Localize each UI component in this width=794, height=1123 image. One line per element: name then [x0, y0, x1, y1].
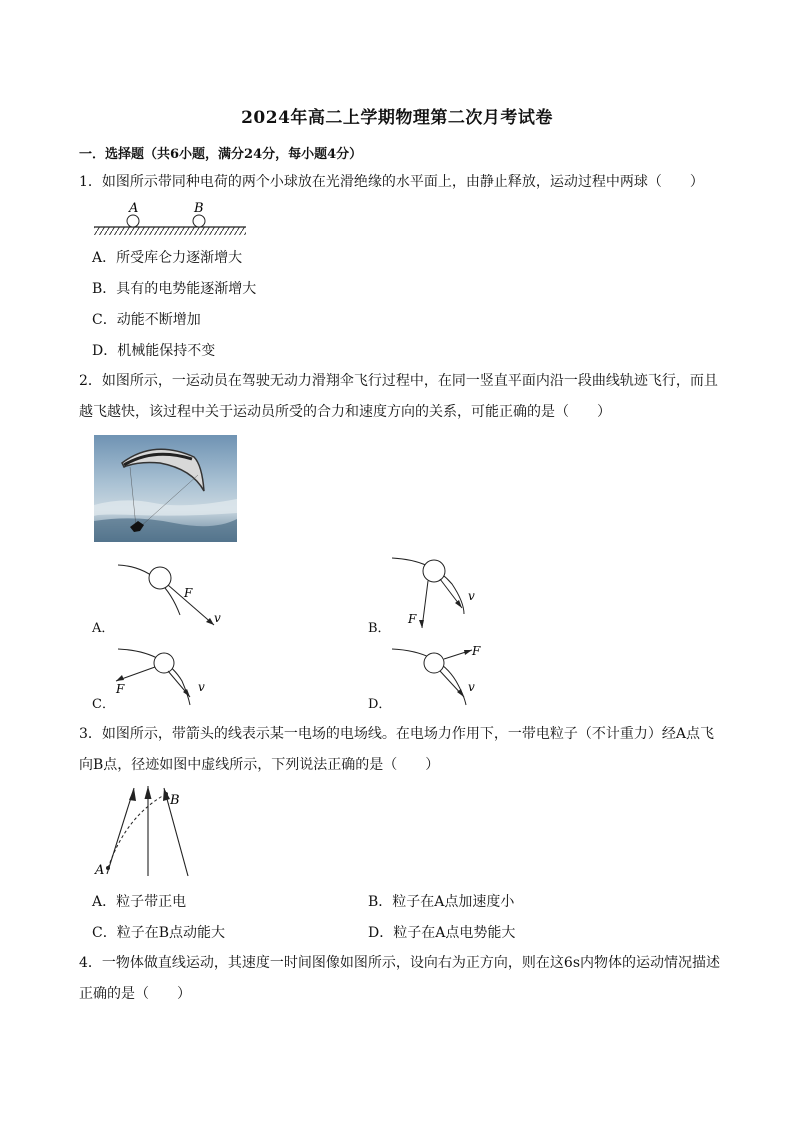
arrowhead	[419, 620, 424, 628]
arrowhead	[129, 788, 136, 801]
page-title: 2024年高二上学期物理第二次月考试卷	[241, 108, 553, 128]
trajectory-curve	[118, 565, 180, 615]
particle-ball	[424, 653, 444, 673]
force-label: F	[472, 644, 481, 658]
question-stem-line1: 如图所示，带箭头的线表示某一电场的电场线。在电场力作用下，一带电粒子（不计重力）经A点飞	[101, 726, 715, 742]
particle-ball	[154, 653, 174, 673]
q1-option-b[interactable]: B．具有的电势能逐渐增大	[92, 281, 257, 297]
q2-option-a-label[interactable]: A．	[92, 621, 115, 636]
q3-option-d[interactable]: D．粒子在A点电势能大	[368, 925, 516, 941]
question-stem-line1: 一物体做直线运动，其速度一时间图像如图所示，设向右为正方向，则在这6s内物体的运动情况描述	[101, 955, 721, 971]
arrowhead	[145, 786, 152, 799]
q3-option-b[interactable]: B．粒子在A点加速度小	[368, 894, 515, 910]
q3-option-c[interactable]: C．粒子在B点动能大	[92, 925, 225, 941]
force-label: F	[408, 612, 417, 626]
arrowhead	[116, 675, 124, 681]
particle-ball	[423, 560, 445, 582]
question-1	[79, 167, 719, 198]
q2-figure-b[interactable]	[386, 550, 516, 632]
q1-option-a[interactable]: A．所受库仑力逐渐增大	[92, 250, 243, 266]
question-stem-line2: 向B点，径迹如图中虚线所示，下列说法正确的是（ ）	[79, 757, 440, 773]
q2-figure-a[interactable]	[110, 555, 240, 633]
label-b: B	[170, 793, 180, 808]
velocity-label: v	[198, 680, 205, 694]
ball-a	[127, 215, 139, 227]
label-a: A	[129, 201, 139, 216]
force-label: F	[184, 586, 193, 600]
velocity-label: v	[468, 680, 475, 694]
arrowhead	[464, 650, 472, 655]
q2-option-b-label[interactable]: B．	[368, 621, 391, 636]
trajectory-curve	[118, 649, 190, 705]
velocity-label: v	[214, 611, 221, 625]
question-number: 2．	[79, 373, 102, 389]
question-number: 4．	[79, 955, 102, 971]
q2-option-c-label[interactable]: C．	[92, 697, 115, 712]
q3-field-diagram	[90, 780, 200, 880]
question-4	[79, 948, 719, 1010]
q3-option-a[interactable]: A．粒子带正电	[92, 894, 187, 910]
velocity-label: v	[468, 589, 475, 603]
particle-path	[108, 794, 166, 868]
label-b: B	[194, 201, 204, 216]
label-a: A	[95, 863, 105, 878]
question-number: 1．	[79, 174, 102, 190]
ground-hatch	[94, 227, 246, 235]
q2-option-d-label[interactable]: D．	[368, 697, 392, 712]
question-stem-line1: 如图所示，一运动员在驾驶无动力滑翔伞飞行过程中，在同一竖直平面内沿一段曲线轨迹飞行，而且	[101, 373, 718, 389]
question-stem: 如图所示带同种电荷的两个小球放在光滑绝缘的水平面上，由静止释放，运动过程中两球（ ）	[101, 174, 704, 190]
paraglider-photo	[94, 435, 237, 542]
particle-ball	[149, 567, 171, 589]
ball-b	[193, 215, 205, 227]
force-label: F	[116, 682, 125, 696]
section-heading: 一．选择题（共6小题，满分24分，每小题4分）	[79, 147, 363, 162]
q1-figure	[92, 199, 252, 239]
q2-figure-d[interactable]	[386, 641, 516, 709]
question-3	[79, 719, 719, 781]
q2-figure-c[interactable]	[110, 641, 240, 709]
question-stem-line2: 正确的是（ ）	[79, 986, 191, 1002]
question-number: 3．	[79, 726, 102, 742]
q1-option-d[interactable]: D．机械能保持不变	[92, 343, 216, 359]
question-2	[79, 366, 719, 428]
question-stem-line2: 越飞越快，该过程中关于运动员所受的合力和速度方向的关系，可能正确的是（ ）	[79, 404, 611, 420]
q1-option-c[interactable]: C．动能不断增加	[92, 312, 201, 328]
point-a	[106, 866, 110, 870]
point-b	[164, 792, 168, 796]
